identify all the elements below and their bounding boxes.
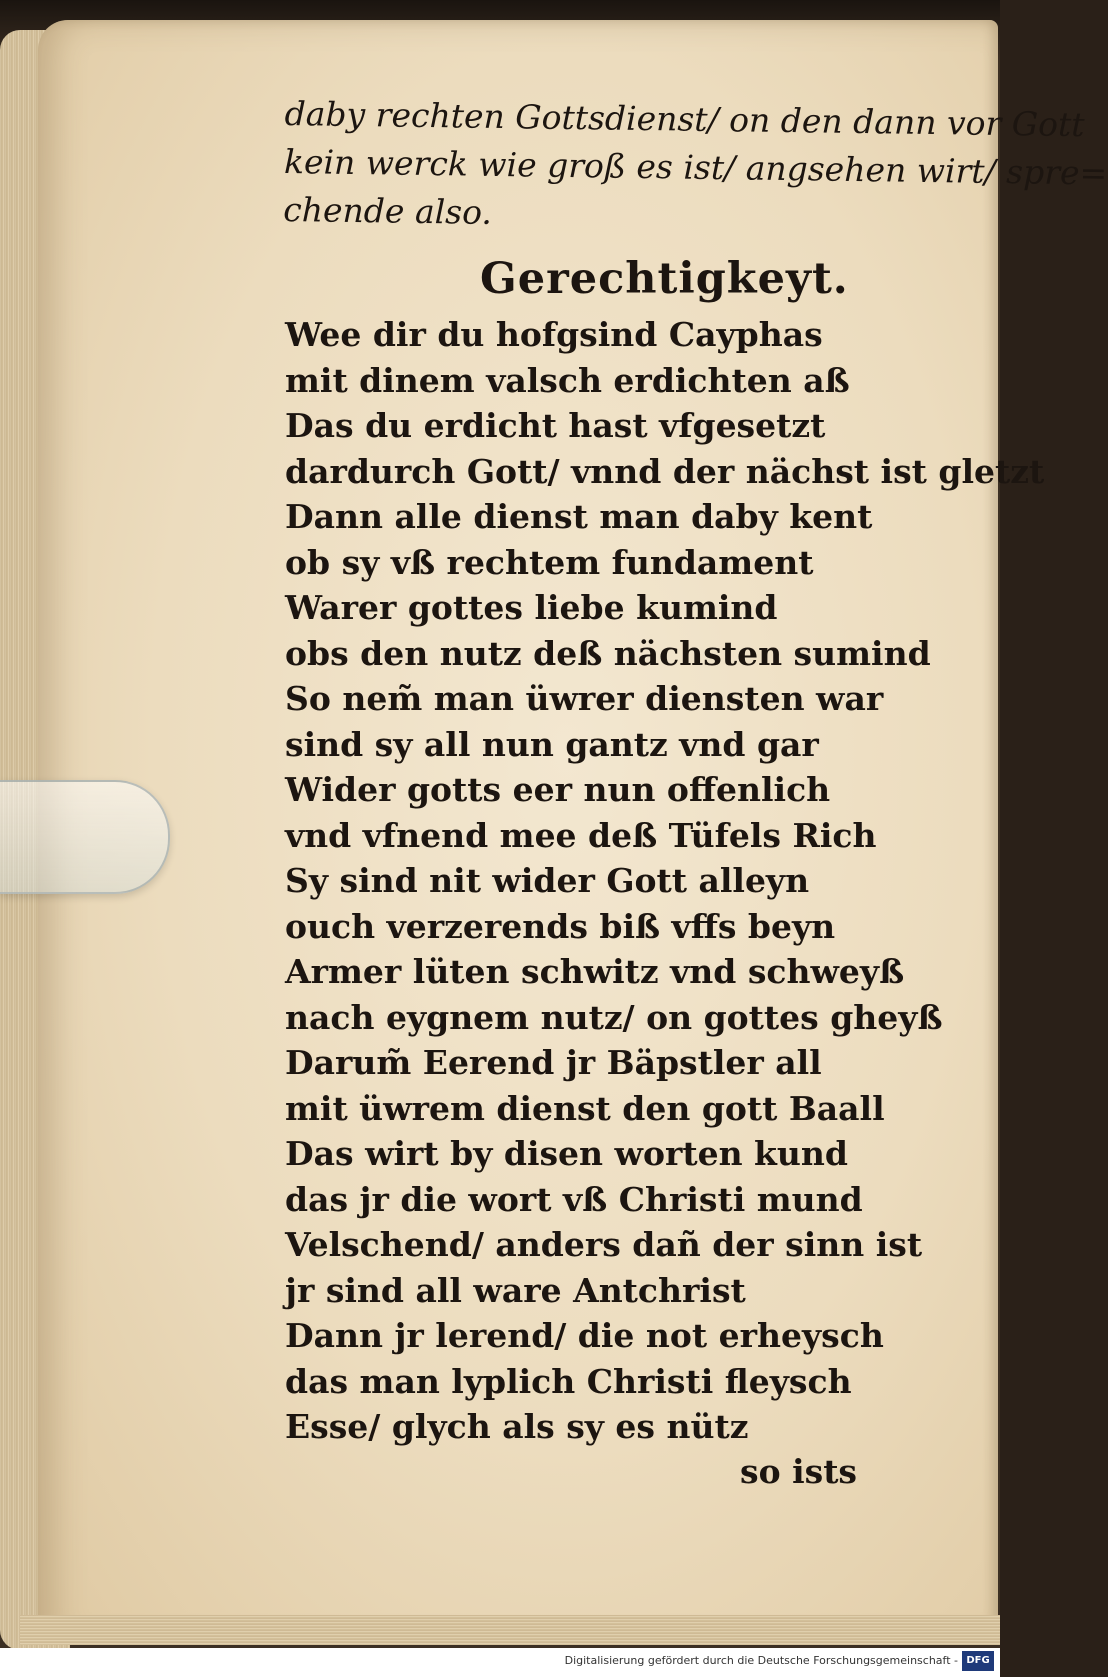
verse-line: Esse/ glych als sy es nütz xyxy=(285,1407,749,1446)
section-heading: Gerechtigkeyt. xyxy=(480,254,849,304)
intro-line: chende also. xyxy=(283,189,493,232)
verse-line: Darum̃ Eerend jr Bäpstler all xyxy=(285,1043,822,1082)
dfg-logo-icon: DFG xyxy=(962,1651,994,1671)
intro-line: kein werck wie groß es ist/ angsehen wirt/ spre= xyxy=(283,141,1108,193)
verse-line: das jr die wort vß Christi mund xyxy=(285,1179,863,1219)
page-clip xyxy=(0,780,170,894)
verse-line: obs den nutz deß nächsten sumind xyxy=(285,633,931,673)
verse-line: mit dinem valsch erdichten aß xyxy=(285,360,850,400)
verse-line: So nem̃ man üwrer diensten war xyxy=(285,679,884,718)
verse-line: ouch verzerends biß vffs beyn xyxy=(285,906,836,946)
catchword: so ists xyxy=(740,1451,858,1491)
digitization-footer xyxy=(0,1648,1000,1677)
verse-line: ob sy vß rechtem fundament xyxy=(285,542,814,582)
verse-line: Sy sind nit wider Gott alleyn xyxy=(285,861,810,900)
intro-paragraph xyxy=(283,90,1108,243)
verse-line: Warer gottes liebe kumind xyxy=(285,588,778,627)
verse-line: Das du erdicht hast vfgesetzt xyxy=(285,406,826,445)
verse-block xyxy=(285,312,1045,1450)
verse-line: nach eygnem nutz/ on gottes gheyß xyxy=(285,997,943,1037)
verse-line: Dann alle dienst man daby kent xyxy=(285,497,873,536)
page-text xyxy=(283,90,1108,1491)
verse-line: vnd vfnend mee deß Tüfels Rich xyxy=(285,815,877,855)
verse-line: dardurch Gott/ vnnd der nächst ist gletzt xyxy=(285,451,1045,491)
verse-line: Wider gotts eer nun offenlich xyxy=(285,770,831,809)
verse-line: Wee dir du hofgsind Cayphas xyxy=(285,315,823,354)
verse-line: Armer lüten schwitz vnd schweyß xyxy=(285,952,905,991)
verse-line: sind sy all nun gantz vnd gar xyxy=(285,724,819,764)
verse-line: Dann jr lerend/ die not erheysch xyxy=(285,1316,884,1355)
verse-line: Das wirt by disen worten kund xyxy=(285,1134,848,1173)
verse-line: das man lyplich Christi fleysch xyxy=(285,1361,852,1401)
verse-line: jr sind all ware Antchrist xyxy=(285,1270,746,1310)
intro-line: daby rechten Gottsdienst/ on den dann vor Gott xyxy=(284,93,1085,145)
footer-credit: Digitalisierung gefördert durch die Deutsche Forschungsgemeinschaft - xyxy=(564,1654,958,1667)
verse-line: Velschend/ anders dañ der sinn ist xyxy=(285,1225,923,1264)
verse-line: mit üwrem dienst den gott Baall xyxy=(285,1088,885,1128)
page-edges-bottom xyxy=(20,1615,1000,1645)
